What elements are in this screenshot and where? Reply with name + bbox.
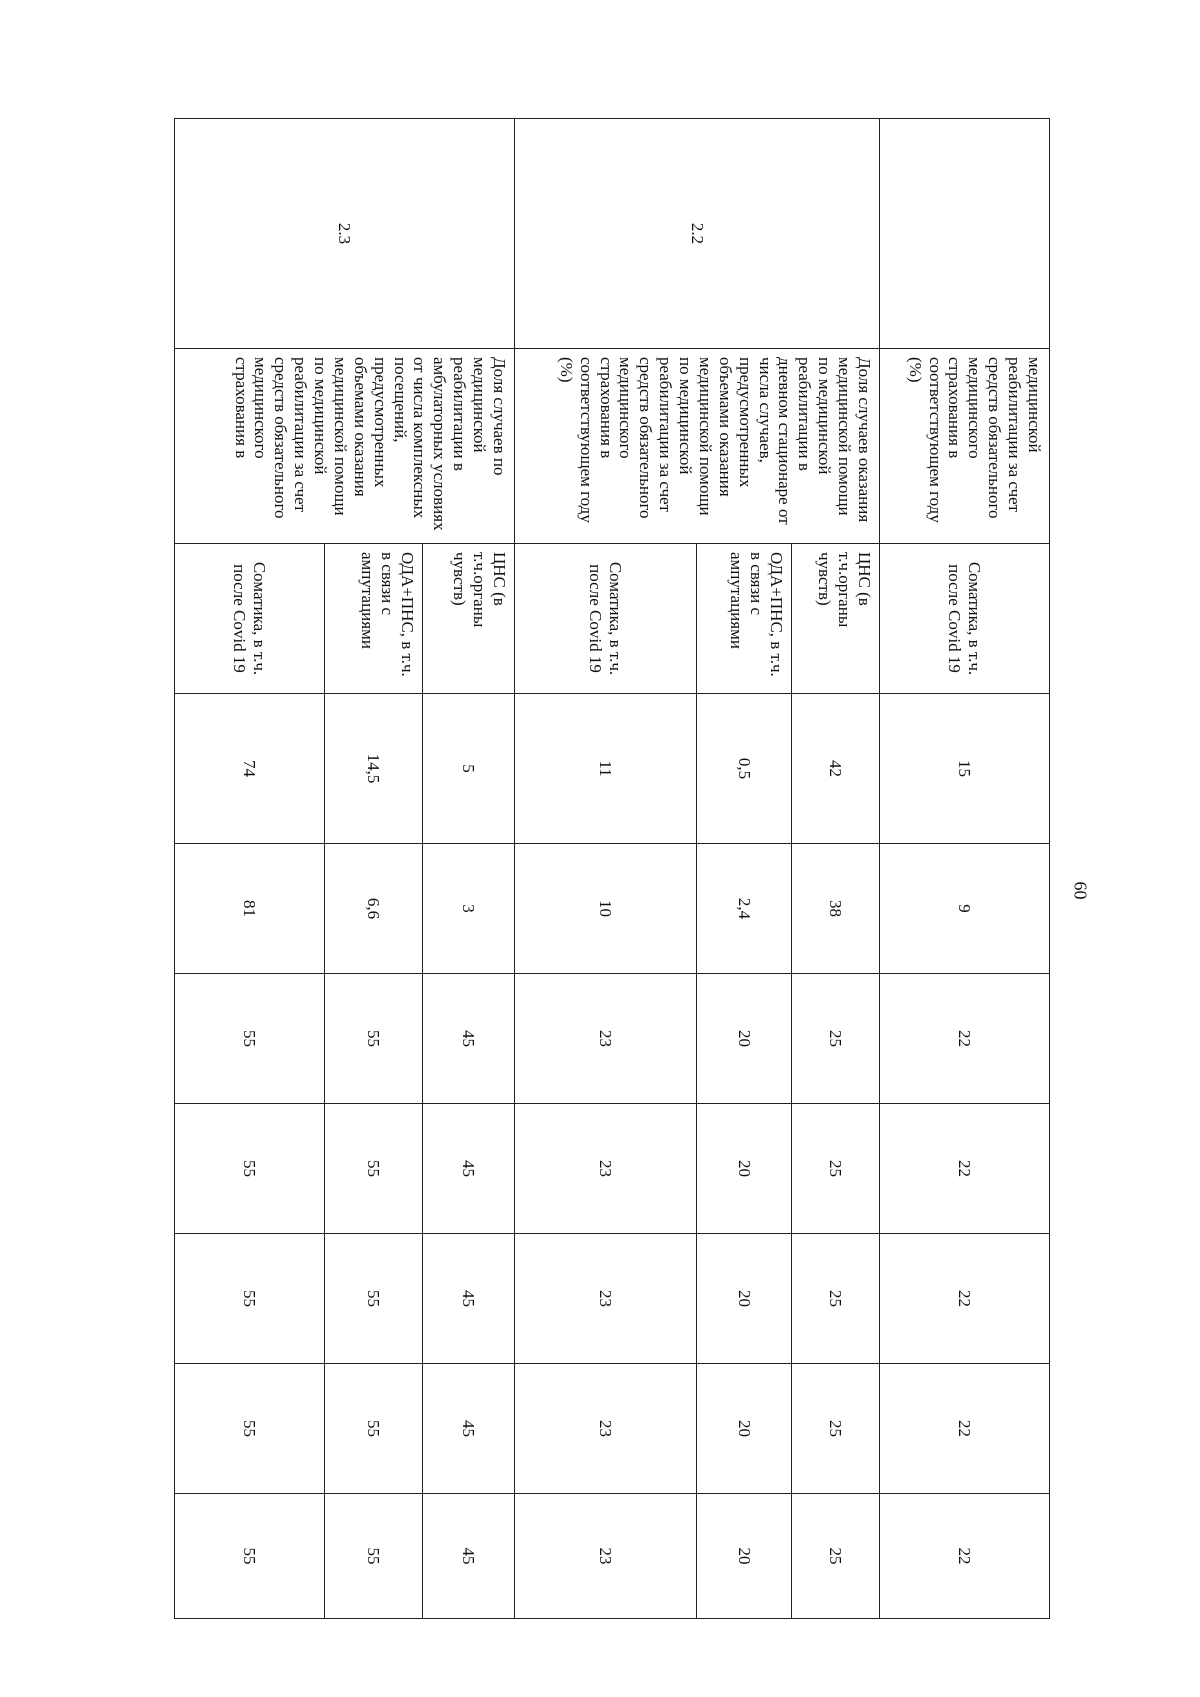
value-cell: 81 (175, 844, 325, 974)
profile-cell: ЦНС (в т.ч.органы чувств) (423, 544, 515, 694)
value-cell: 5 (423, 694, 515, 844)
row-number-cell: 2.2 (515, 119, 880, 349)
value-cell: 11 (515, 694, 697, 844)
value-cell: 55 (325, 1234, 423, 1364)
value-cell: 45 (423, 1234, 515, 1364)
value-cell: 20 (697, 1494, 792, 1619)
value-cell: 42 (792, 694, 880, 844)
value-cell: 55 (175, 1104, 325, 1234)
indicator-cell: Доля случаев оказания медицинской помощи по медицинской реабилитации в дневном стационаре от числа случаев, предусмотренных объемами оказания медицинской помощи по медицинской реабилитации за счет средств обязательного медицинского страхования в соответствующем году (%) (515, 349, 880, 544)
value-cell: 23 (515, 1104, 697, 1234)
value-cell: 23 (515, 974, 697, 1104)
value-cell: 55 (325, 974, 423, 1104)
value-cell: 0,5 (697, 694, 792, 844)
profile-cell: Соматика, в т.ч. после Covid 19 (175, 544, 325, 694)
value-cell: 74 (175, 694, 325, 844)
value-cell: 25 (792, 974, 880, 1104)
value-cell: 10 (515, 844, 697, 974)
value-cell: 38 (792, 844, 880, 974)
rehabilitation-indicators-table (174, 118, 1050, 1619)
value-cell: 23 (515, 1494, 697, 1619)
value-cell: 20 (697, 1364, 792, 1494)
value-cell: 3 (423, 844, 515, 974)
page-number: 60 (1070, 881, 1091, 900)
row-number-cell (880, 119, 1050, 349)
value-cell: 23 (515, 1364, 697, 1494)
value-cell: 55 (325, 1494, 423, 1619)
value-cell: 45 (423, 1364, 515, 1494)
table-row (423, 119, 515, 1619)
value-cell: 15 (880, 694, 1050, 844)
profile-cell: ЦНС (в т.ч.органы чувств) (792, 544, 880, 694)
value-cell: 2,4 (697, 844, 792, 974)
value-cell: 23 (515, 1234, 697, 1364)
value-cell: 9 (880, 844, 1050, 974)
value-cell: 25 (792, 1364, 880, 1494)
value-cell: 45 (423, 1494, 515, 1619)
value-cell: 55 (325, 1364, 423, 1494)
value-cell: 55 (325, 1104, 423, 1234)
profile-cell: Соматика, в т.ч. после Covid 19 (880, 544, 1050, 694)
value-cell: 22 (880, 1234, 1050, 1364)
value-cell: 55 (175, 1234, 325, 1364)
table-row (792, 119, 880, 1619)
value-cell: 45 (423, 1104, 515, 1234)
table-row (880, 119, 1050, 1619)
value-cell: 20 (697, 1234, 792, 1364)
value-cell: 20 (697, 1104, 792, 1234)
rotated-page-content (80, 118, 1050, 1618)
value-cell: 25 (792, 1104, 880, 1234)
profile-cell: ОДА+ПНС, в т.ч. в связи с ампутациями (697, 544, 792, 694)
profile-cell: ОДА+ПНС, в т.ч. в связи с ампутациями (325, 544, 423, 694)
value-cell: 20 (697, 974, 792, 1104)
value-cell: 25 (792, 1494, 880, 1619)
value-cell: 55 (175, 974, 325, 1104)
value-cell: 25 (792, 1234, 880, 1364)
value-cell: 22 (880, 974, 1050, 1104)
value-cell: 22 (880, 1494, 1050, 1619)
profile-cell: Соматика, в т.ч. после Covid 19 (515, 544, 697, 694)
indicator-cell: Доля случаев по медицинской реабилитации в амбулаторных условиях от числа комплексных посещений, предусмотренных объемами оказания медицинской помощи по медицинской реабилитации за счет средств обязательного медицинского страхования в (175, 349, 515, 544)
value-cell: 22 (880, 1104, 1050, 1234)
value-cell: 14,5 (325, 694, 423, 844)
indicator-cell: медицинской реабилитации за счет средств обязательного медицинского страхования в соответствующем году (%) (880, 349, 1050, 544)
value-cell: 55 (175, 1494, 325, 1619)
row-number-cell: 2.3 (175, 119, 515, 349)
value-cell: 22 (880, 1364, 1050, 1494)
value-cell: 6,6 (325, 844, 423, 974)
value-cell: 55 (175, 1364, 325, 1494)
value-cell: 45 (423, 974, 515, 1104)
